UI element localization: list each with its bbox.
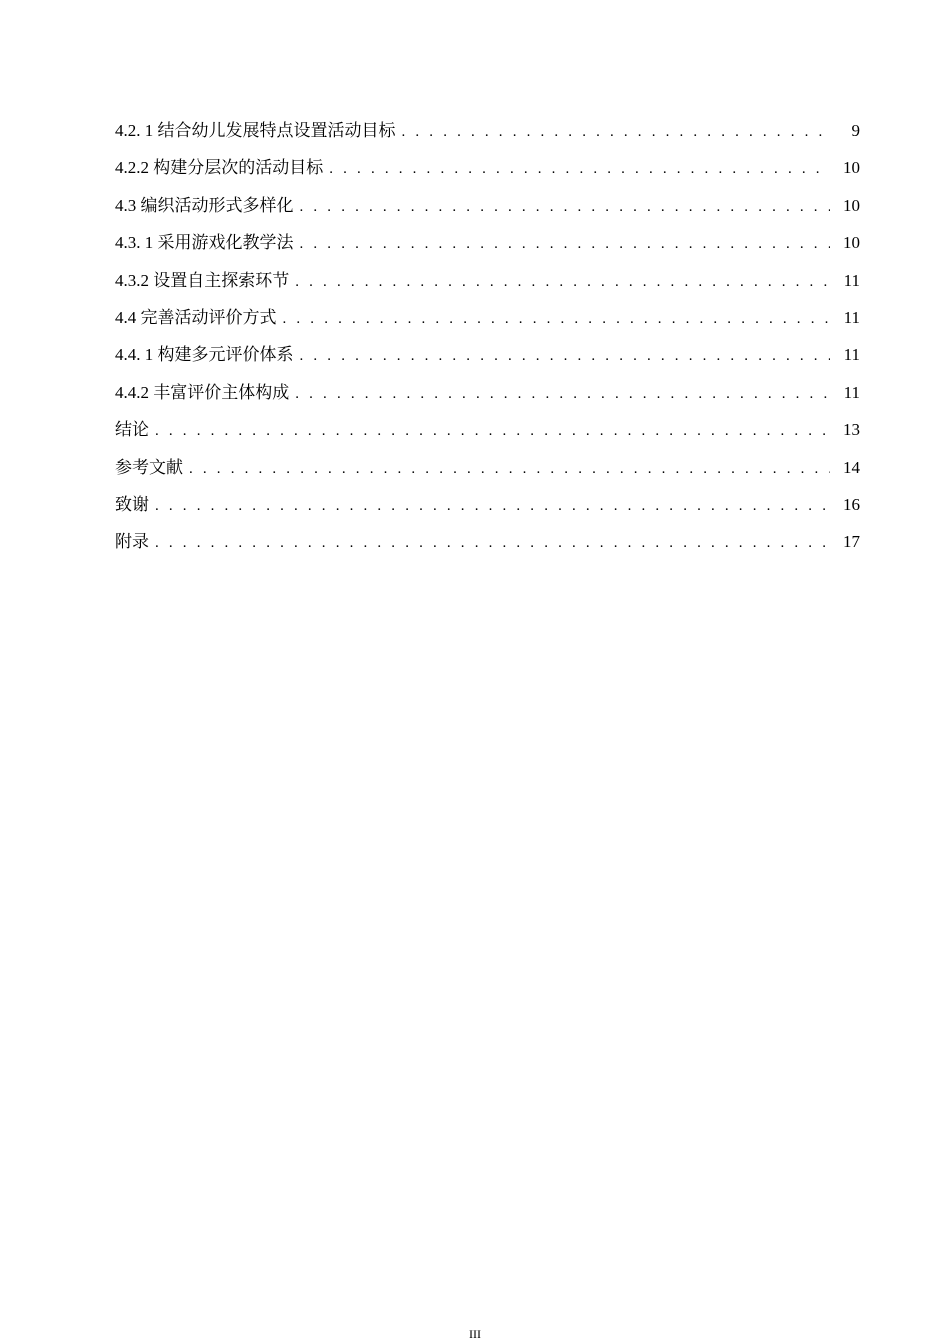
page-number: III: [469, 1327, 481, 1341]
toc-entry-title: 4.4 完善活动评价方式: [115, 307, 277, 327]
toc-entry-4-4[interactable]: [115, 305, 860, 342]
toc-entry-title: 结论: [115, 420, 149, 440]
table-of-contents: [115, 118, 860, 567]
toc-dot-leader: [295, 381, 830, 407]
toc-entry-page: 11: [843, 382, 860, 402]
toc-dot-leader: [155, 493, 830, 519]
toc-entry-page: 9: [851, 121, 860, 140]
toc-entry-4-3[interactable]: [115, 193, 860, 230]
toc-entry-page: 10: [843, 195, 860, 215]
toc-dot-leader: [300, 194, 831, 220]
toc-dot-leader: [155, 418, 830, 444]
toc-dot-leader: [329, 156, 830, 182]
toc-entry-page: 11: [843, 345, 860, 365]
toc-entry-4-4-2[interactable]: [115, 380, 860, 417]
toc-entry-title: 参考文献: [115, 457, 183, 477]
toc-entry-title: 4.2.2 构建分层次的活动目标: [115, 158, 324, 178]
toc-entry-title: 附录: [115, 532, 149, 552]
toc-entry-4-3-1[interactable]: [115, 230, 860, 267]
toc-dot-leader: [300, 343, 831, 369]
toc-dot-leader: [189, 456, 830, 482]
toc-entry-title: 致谢: [115, 494, 149, 514]
toc-entry-4-2-2[interactable]: [115, 155, 860, 192]
toc-entry-title: 4.4. 1 构建多元评价体系: [115, 345, 294, 365]
toc-dot-leader: [155, 530, 830, 556]
toc-entry-page: 17: [843, 532, 860, 552]
toc-entry-title: 4.3. 1 采用游戏化教学法: [115, 233, 294, 253]
toc-entry-appendix[interactable]: [115, 529, 860, 566]
toc-entry-page: 10: [843, 158, 860, 178]
toc-entry-references[interactable]: [115, 455, 860, 492]
toc-dot-leader: [300, 231, 831, 257]
toc-dot-leader: [283, 306, 831, 332]
toc-entry-title: 4.3.2 设置自主探索环节: [115, 270, 290, 290]
toc-entry-page: 14: [843, 457, 860, 477]
toc-dot-leader: [295, 269, 830, 295]
toc-entry-page: 11: [843, 270, 860, 290]
toc-entry-title: 4.2. 1 结合幼儿发展特点设置活动目标: [115, 121, 396, 140]
toc-entry-title: 4.3 编织活动形式多样化: [115, 195, 294, 215]
toc-entry-acknowledgements[interactable]: [115, 492, 860, 529]
toc-entry-page: 11: [843, 307, 860, 327]
toc-entry-page: 10: [843, 233, 860, 253]
toc-dot-leader: [402, 119, 831, 145]
toc-entry-conclusion[interactable]: [115, 417, 860, 454]
toc-entry-page: 16: [843, 494, 860, 514]
toc-entry-4-4-1[interactable]: [115, 342, 860, 379]
toc-entry-4-3-2[interactable]: [115, 268, 860, 305]
toc-entry-4-2-1[interactable]: [115, 118, 860, 155]
toc-entry-title: 4.4.2 丰富评价主体构成: [115, 382, 290, 402]
toc-entry-page: 13: [843, 420, 860, 440]
